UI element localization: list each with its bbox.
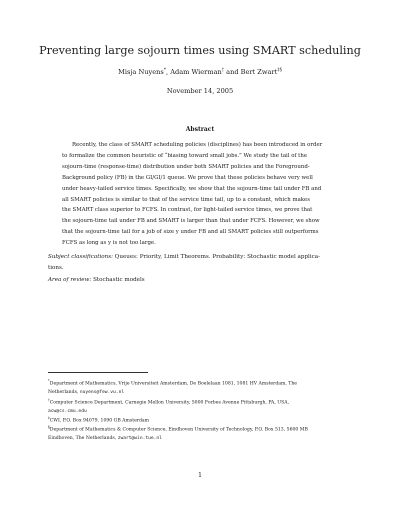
abstract-line: Background policy (FB) in the GI/GI/1 queue. We prove that these policies behave very well xyxy=(62,174,313,181)
footnote-text: Computer Science Department, Carnegie Mellon University, 5000 Forbes Avenue Pittsburgh, PA, USA, xyxy=(49,400,290,406)
area-of-review xyxy=(48,275,358,286)
subject-text: Queues: Priority, Limit Theorems. Probability: Stochastic model applica- xyxy=(114,254,320,260)
author-name: Bert Zwart xyxy=(240,68,278,77)
footnote xyxy=(48,423,354,444)
subject-text-cont: tions. xyxy=(48,264,64,271)
page-number: 1 xyxy=(198,472,202,479)
abstract-line: Recently, the class of SMART scheduling policies (disciplines) has been introduced in order xyxy=(72,142,323,148)
footnote-mark: † xyxy=(48,398,50,402)
footnote-text: Department of Mathematics & Computer Science, Eindhoven University of Technology, P.O. Box 513, 5600 MB xyxy=(49,427,308,433)
author-name: Misja Nuyens xyxy=(118,68,164,77)
paper-title: Preventing large sojourn times using SMART scheduling xyxy=(39,44,361,57)
abstract-body xyxy=(62,140,338,249)
footnote-text: Department of Mathematics, Vrije Universiteit Amsterdam, De Boelelaan 1081, 1081 HV Amsterdam, The xyxy=(49,381,298,387)
footnote-email: nuyens@few.vu.nl xyxy=(79,390,125,396)
abstract-line: the sojourn-time tail under FB and SMART is larger than that under FCFS. However, we show xyxy=(62,218,320,225)
abstract-line: FCFS as long as y is not too large. xyxy=(62,240,156,247)
abstract-line: sojourn-time (response-time) distribution under both SMART policies and the Foreground- xyxy=(62,163,310,170)
abstract-line: the SMART class superior to FCFS. In contrast, for light-tailed service times, we prove that xyxy=(62,207,313,214)
paper-date: November 14, 2005 xyxy=(166,87,234,95)
area-text: Stochastic models xyxy=(93,277,145,283)
footnote-text: Netherlands, xyxy=(48,390,80,396)
abstract-line: to formalize the common heuristic of “biasing toward small jobs.” We study the tail of the xyxy=(62,152,308,159)
author-separator: and xyxy=(224,68,241,77)
area-label: Area of review: xyxy=(48,277,92,283)
footnote-mark: ‡ xyxy=(48,416,50,420)
abstract-heading: Abstract xyxy=(185,126,215,133)
subject-classifications xyxy=(48,252,358,273)
subject-label: Subject classifications: xyxy=(48,254,113,260)
footnote-email: zwart@win.tue.nl xyxy=(117,436,162,442)
abstract-line: under heavy-tailed service times. Specifically, we show that the sojourn-time tail under FB and xyxy=(62,185,322,192)
abstract-line: all SMART policies is similar to that of the service time tail, up to a constant, which makes xyxy=(62,196,311,203)
author-mark: * xyxy=(163,68,167,73)
footnote-text: CWI, P.O. Box 94079, 1090 GB Amsterdam xyxy=(49,418,150,424)
author-mark: ‡§ xyxy=(277,68,282,73)
abstract-line: that the sojourn-time tail for a job of size y under FB and all SMART policies still outperforms xyxy=(62,229,319,236)
author-name: Adam Wierman xyxy=(170,68,222,77)
author-separator: , xyxy=(166,68,171,77)
footnote-mark: § xyxy=(48,425,50,429)
footnote-text: Eindhoven, The Netherlands, xyxy=(48,436,118,442)
author-mark: † xyxy=(221,68,225,73)
author-line xyxy=(0,68,400,76)
footnote-email: acw@cs.cmu.edu xyxy=(48,409,87,415)
footnote-mark: * xyxy=(48,379,50,383)
footnote-rule xyxy=(48,372,148,373)
